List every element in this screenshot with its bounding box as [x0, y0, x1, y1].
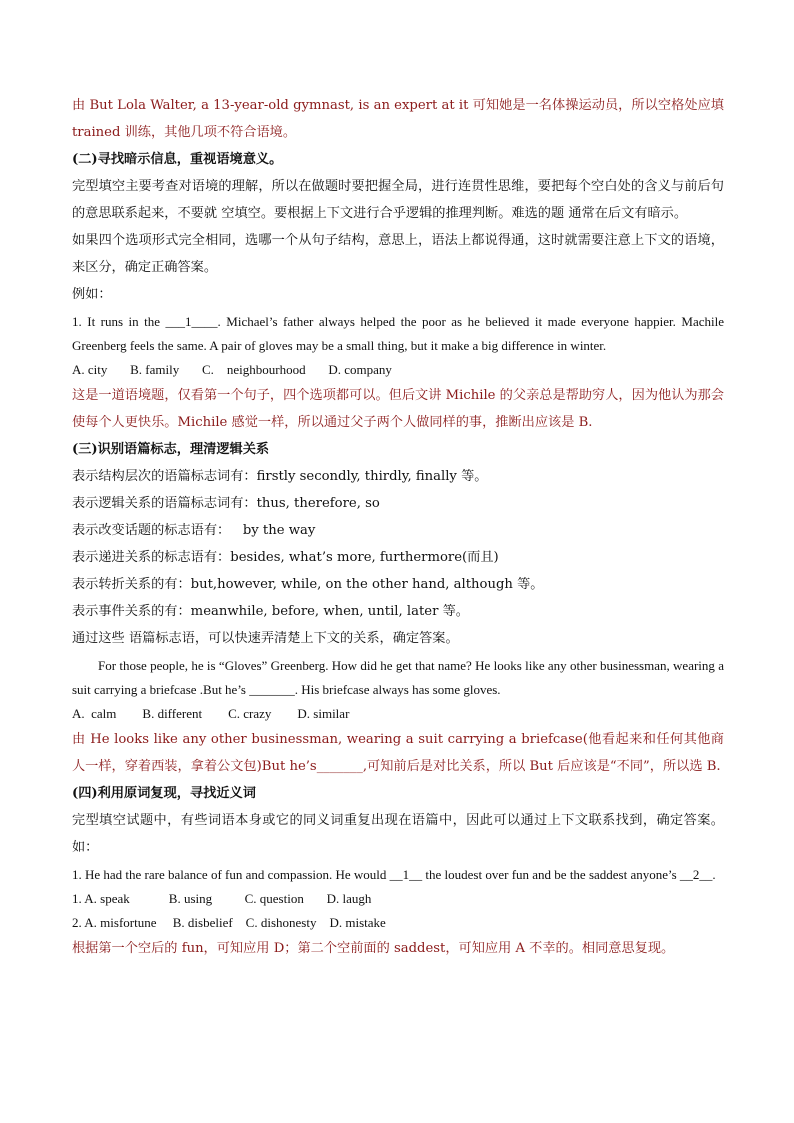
example-2-passage: For those people, he is “Gloves” Greenberg. How did he get that name? He looks like any other businessman, wearing a suit carrying a briefcase .But he’s _______. His briefcase always has some gloves.: [72, 658, 724, 697]
paragraph-context-intro: 完型填空主要考查对语境的理解，所以在做题时要把握全局，进行连贯性思维，要把每个空白处的含义与前后句的意思联系起来，不要就 空填空。要根据上下文进行合乎逻辑的推理判断。难选的题 通常在后文有暗示。: [72, 179, 724, 221]
section-heading-4: (四)利用原词复现，寻找近义词: [72, 786, 256, 801]
example-3-options-1: 1. A. speak B. using C. question D. laugh: [72, 891, 372, 906]
paragraph-explanation-2: 这是一道语境题，仅看第一个句子，四个选项都可以。但后文讲 Michile 的父亲总是帮助穷人，因为他认为那会使每个人更快乐。Michile 感觉一样，所以通过父子两个人做同样的事，推断出应该是 B.: [72, 388, 724, 430]
marker-progression: 表示递进关系的标志语有：besides, what’s more, furthermore(而且): [72, 550, 499, 565]
marker-contrast: 表示转折关系的有：but,however, while, on the other hand, although 等。: [72, 577, 544, 592]
section-heading-2: (二)寻找暗示信息，重视语境意义。: [72, 152, 283, 167]
paragraph-explanation-3: 由 He looks like any other businessman, wearing a suit carrying a briefcase(他看起来和任何其他商人一样，穿着西装，拿着公文包)But he’s_______,可知前后是对比关系，所以 But 后应该是“不同”，所以选 B.: [72, 732, 724, 774]
document-body: [72, 92, 724, 962]
example-label: 例如：: [72, 287, 112, 302]
example-2-options: A. calm B. different C. crazy D. similar: [72, 706, 350, 721]
marker-structure: 表示结构层次的语篇标志词有：firstly secondly, thirdly, finally 等。: [72, 469, 488, 484]
paragraph-markers-summary: 通过这些 语篇标志语，可以快速弄清楚上下文的关系，确定答案。: [72, 631, 459, 646]
paragraph-repetition-intro: 完型填空试题中，有些词语本身或它的同义词重复出现在语篇中，因此可以通过上下文联系找到，确定答案。如：: [72, 813, 724, 855]
marker-topic-change: 表示改变话题的标志语有： by the way: [72, 523, 316, 538]
example-1-passage: 1. It runs in the ___1____. Michael’s father always helped the poor as he believed it made everyone happier. Machile Greenberg feels the same. A pair of gloves may be a small thing, but it make a big difference in winter.: [72, 314, 724, 353]
paragraph-context-note: 如果四个选项形式完全相同，选哪一个从句子结构，意思上，语法上都说得通，这时就需要注意上下文的语境，来区分，确定正确答案。: [72, 233, 724, 275]
paragraph-explanation-4: 根据第一个空后的 fun，可知应用 D；第二个空前面的 saddest，可知应用 A 不幸的。相同意思复现。: [72, 941, 675, 956]
example-3-passage: 1. He had the rare balance of fun and compassion. He would __1__ the loudest over fun and be the saddest anyone’s __2__.: [72, 867, 716, 882]
paragraph-explanation-1: 由 But Lola Walter, a 13-year-old gymnast, is an expert at it 可知她是一名体操运动员，所以空格处应填 trained 训练，其他几项不符合语境。: [72, 98, 724, 140]
example-1-options: A. city B. family C. neighbourhood D. company: [72, 362, 392, 377]
marker-events: 表示事件关系的有：meanwhile, before, when, until, later 等。: [72, 604, 469, 619]
section-heading-3: (三)识别语篇标志，理清逻辑关系: [72, 442, 270, 457]
example-3-options-2: 2. A. misfortune B. disbelief C. dishonesty D. mistake: [72, 915, 386, 930]
marker-logic: 表示逻辑关系的语篇标志词有：thus, therefore, so: [72, 496, 380, 511]
